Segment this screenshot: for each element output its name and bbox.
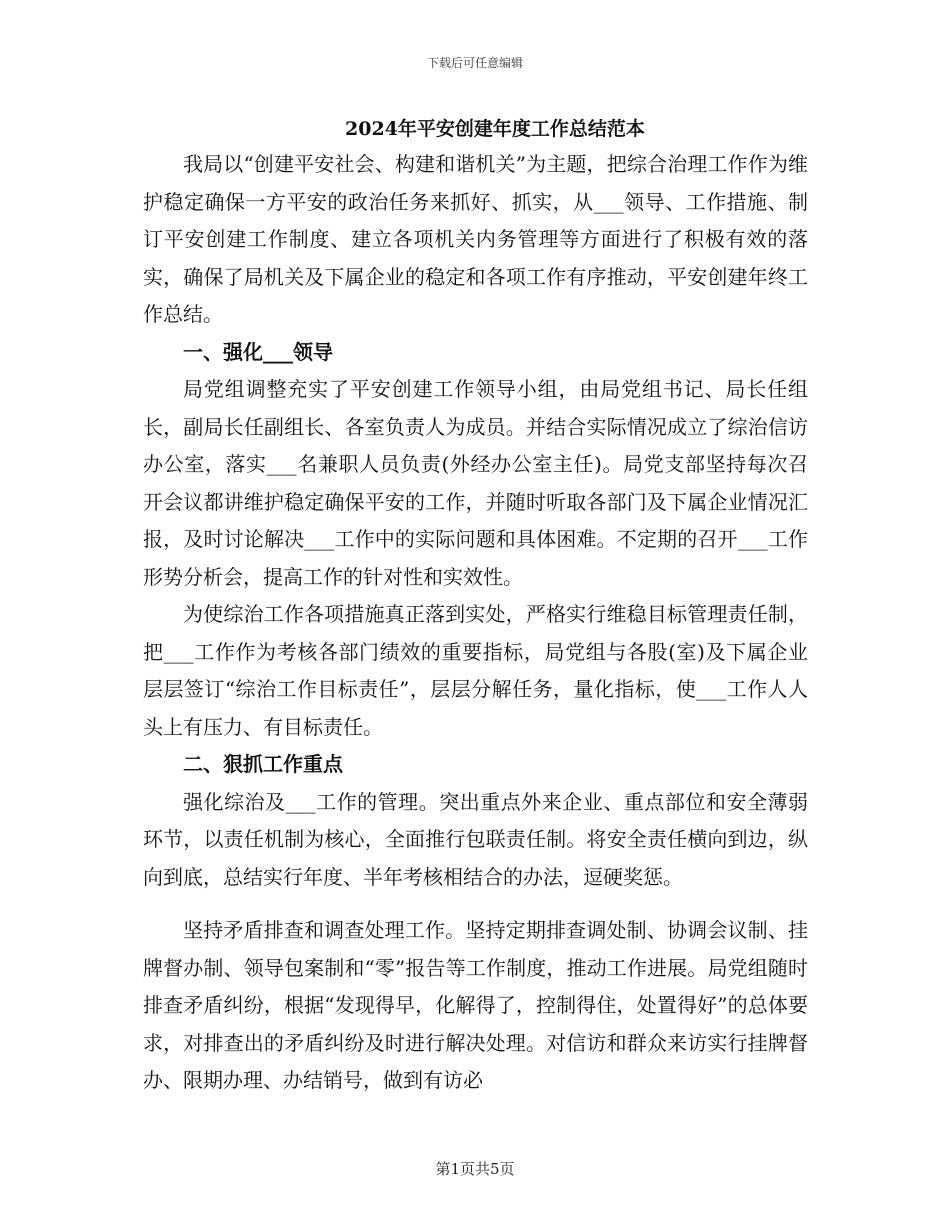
paragraph-responsibility: 为使综治工作各项措施真正落到实处，严格实行维稳目标管理责任制，把___工作作为考核各部门绩效的重要指标，局党组与各股(室)及下属企业层层签订“综治工作目标责任”，层层分解任务，量化指标，使___工作人人头上有压力、有目标责任。 [143,602,808,739]
page-number-footer: 第1页共5页 [435,1160,515,1178]
page-header-note: 下载后可任意编辑 [426,56,523,70]
document-title: 2024年平安创建年度工作总结范本 [345,118,645,140]
paragraph-dispute-handling: 坚持矛盾排查和调查处理工作。坚持定期排查调处制、协调会议制、挂牌督办制、领导包案制和“零”报告等工作制度，推动工作进展。局党组随时排查矛盾纠纷，根据“发现得早，化解得了，控制得住，处置得好”的总体要求，对排查出的矛盾纠纷及时进行解决处理。对信访和群众来访实行挂牌督办、限期办理、办结销号，做到有访必 [143,918,808,1092]
document-body [143,146,808,1100]
section-heading-1: 一、强化___领导 [183,339,333,364]
paragraph-intro: 我局以“创建平安社会、构建和谐机关”为主题，把综合治理工作作为维护稳定确保一方平安的政治任务来抓好、抓实，从___领导、工作措施、制订平安创建工作制度、建立各项机关内务管理等方面进行了积极有效的落实，确保了局机关及下属企业的稳定和各项工作有序推动，平安创建年终工作总结。 [143,152,808,326]
paragraph-management: 强化综治及___工作的管理。突出重点外来企业、重点部位和安全薄弱环节，以责任机制为核心，全面推行包联责任制。将安全责任横向到边，纵向到底，总结实行年度、半年考核相结合的办法，逗硬奖惩。 [143,789,808,889]
section-heading-2: 二、狠抓工作重点 [183,752,343,776]
paragraph-leadership: 局党组调整充实了平安创建工作领导小组，由局党组书记、局长任组长，副局长任副组长、各室负责人为成员。并结合实际情况成立了综治信访办公室，落实___名兼职人员负责(外经办公室主任)。局党支部坚持每次召开会议都讲维护稳定确保平安的工作，并随时听取各部门及下属企业情况汇报，及时讨论解决___工作中的实际问题和具体困难。不定期的召开___工作形势分析会，提高工作的针对性和实效性。 [143,377,808,589]
